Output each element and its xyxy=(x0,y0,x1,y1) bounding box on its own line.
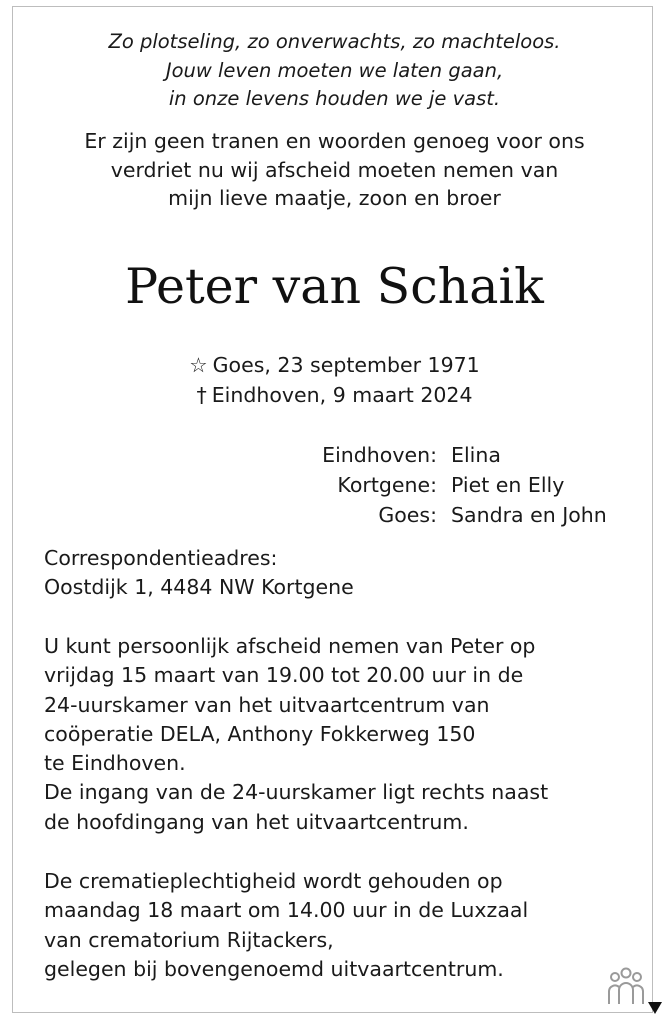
family-names: Elina xyxy=(451,443,501,467)
visitation-line: de hoofdingang van het uitvaartcentrum. xyxy=(44,809,469,834)
family-place: Kortgene: xyxy=(337,473,437,497)
correspondence-block xyxy=(44,544,644,603)
visitation-line: coöperatie DELA, Anthony Fokkerweg 150 xyxy=(44,721,476,746)
intro-line: Er zijn geen tranen en woorden genoeg voor ons xyxy=(84,129,585,153)
visitation-line: vrijdag 15 maart van 19.00 tot 20.00 uur in de xyxy=(44,663,524,688)
intro-line: mijn lieve maatje, zoon en broer xyxy=(168,186,501,210)
poem-line: in onze levens houden we je vast. xyxy=(168,87,501,110)
visitation-line: 24-uurskamer van het uitvaartcentrum van xyxy=(44,692,490,717)
visitation-block xyxy=(44,632,644,837)
cremation-block xyxy=(44,867,644,984)
correspondence-line: Oostdijk 1, 4484 NW Kortgene xyxy=(44,575,354,600)
family-row xyxy=(0,500,669,530)
life-dates xyxy=(0,350,669,410)
birth-text: Goes, 23 september 1971 xyxy=(212,353,480,377)
family-row xyxy=(0,470,669,500)
deceased-name: Peter van Schaik xyxy=(125,258,544,315)
poem-line: Jouw leven moeten we laten gaan, xyxy=(165,58,504,82)
correspondence-line: Correspondentieadres: xyxy=(44,546,278,570)
death-text: Eindhoven, 9 maart 2024 xyxy=(211,383,473,407)
cremation-line: De crematieplechtigheid wordt gehouden op xyxy=(44,869,503,893)
triangle-down-icon xyxy=(646,999,664,1017)
family-list xyxy=(0,440,669,530)
cremation-line: maandag 18 maart om 14.00 uur in de Luxzaal xyxy=(44,898,529,923)
poem xyxy=(0,28,669,114)
cremation-line: van crematorium Rijtackers, xyxy=(44,927,334,952)
star-icon: ☆ xyxy=(189,353,208,377)
family-row xyxy=(0,440,669,470)
family-names: Piet en Elly xyxy=(451,473,565,497)
cremation-line: gelegen bij bovengenoemd uitvaartcentrum. xyxy=(44,956,504,981)
family-place: Eindhoven: xyxy=(322,443,437,467)
cross-icon: † xyxy=(196,383,207,407)
family-names: Sandra en John xyxy=(451,503,607,527)
visitation-line: te Eindhoven. xyxy=(44,751,186,776)
people-group-icon xyxy=(606,966,646,1006)
poem-line: Zo plotseling, zo onverwachts, zo machteloos. xyxy=(108,30,561,53)
visitation-line: U kunt persoonlijk afscheid nemen van Peter op xyxy=(44,634,536,658)
visitation-line: De ingang van de 24-uurskamer ligt rechts naast xyxy=(44,780,549,805)
death-line xyxy=(0,380,669,410)
intro-line: verdriet nu wij afscheid moeten nemen van xyxy=(110,157,559,182)
intro-text xyxy=(0,127,669,213)
birth-line xyxy=(0,350,669,380)
family-place: Goes: xyxy=(378,503,437,527)
